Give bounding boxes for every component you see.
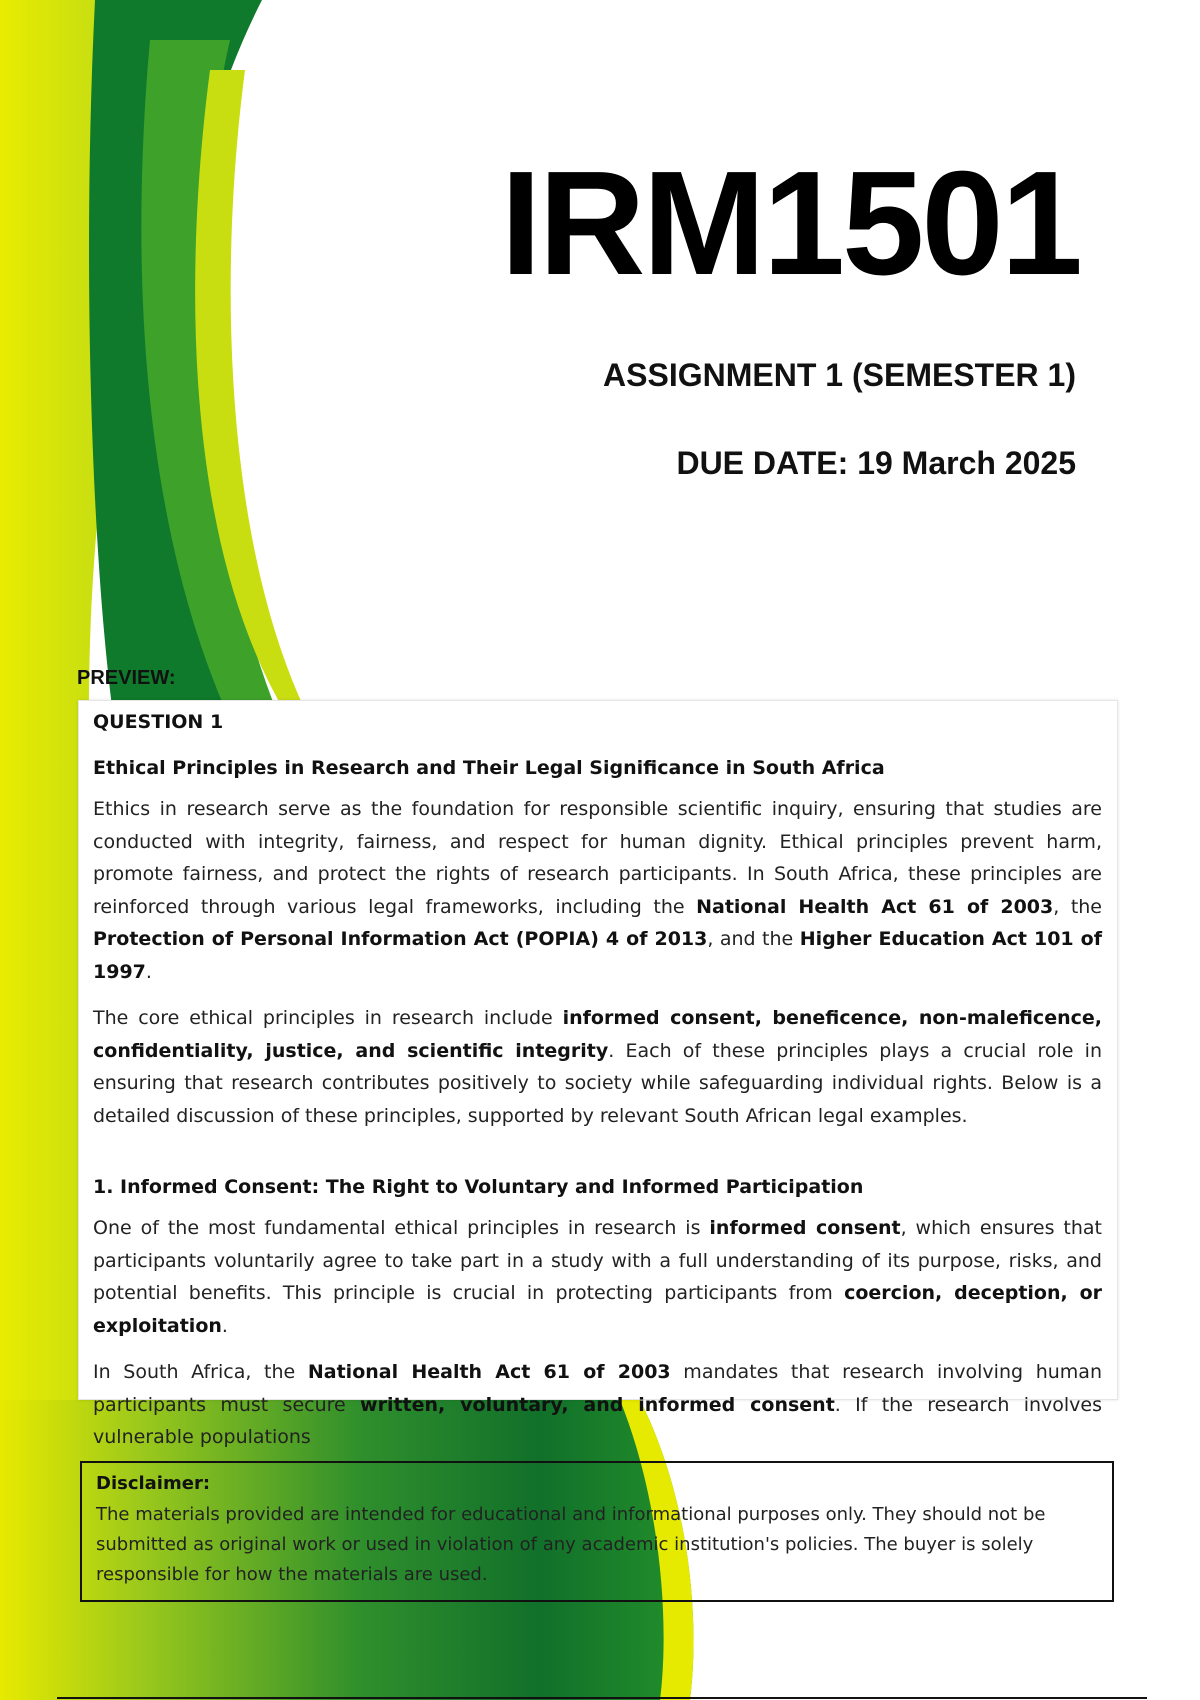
- paragraph-national-health-act: In South Africa, the National Health Act 61 of 2003 mandates that research involving human participants must secure written, voluntary, and informed consent. If the research involves vulnerable populations: [93, 1361, 1102, 1448]
- paragraph-informed-consent: One of the most fundamental ethical principles in research is informed consent, which ensures that participants voluntarily agree to take part in a study with a full understanding of its purpose, risks, and potential benefits. This principle is crucial in protecting participants from coercion, deception, or exploitation.: [93, 1217, 1103, 1337]
- footer-divider: [57, 1697, 1147, 1699]
- assignment-subtitle: ASSIGNMENT 1 (SEMESTER 1): [603, 357, 1076, 393]
- disclaimer-title: Disclaimer:: [96, 1473, 211, 1494]
- course-code-title: IRM1501: [500, 141, 1080, 306]
- question-heading: QUESTION 1: [93, 711, 224, 733]
- paragraph-intro: Ethics in research serve as the foundation for responsible scientific inquiry, ensuring that studies are conducted with integrity, fairness, and respect for human dignity. Ethical principles prevent harm, promote fairness, and protect the rights of research participants. In South Africa, these principles are reinforced through various legal frameworks, including the National Health Act 61 of 2003, the Protection of Personal Information Act (POPIA) 4 of 2013, and the Higher Education Act 101 of 1997.: [93, 798, 1102, 983]
- paragraph-core-principles: The core ethical principles in research include informed consent, beneficence, non-maleficence, confidentiality, justice, and scientific integrity. Each of these principles plays a crucial role in ensuring that research contributes positively to society while safeguarding individual rights. Below is a detailed discussion of these principles, supported by relevant South African legal examples.: [93, 1007, 1102, 1127]
- preview-label: PREVIEW:: [77, 667, 176, 689]
- informed-consent-heading: 1. Informed Consent: The Right to Voluntary and Informed Participation: [93, 1176, 864, 1198]
- due-date: DUE DATE: 19 March 2025: [676, 445, 1076, 481]
- section-heading: Ethical Principles in Research and Their Legal Significance in South Africa: [93, 757, 885, 779]
- disclaimer-text: The materials provided are intended for educational and informational purposes only. They should not be submitted as original work or used in violation of any academic institution's policies. The buyer is solely responsible for how the materials are used.: [96, 1504, 1046, 1585]
- document-preview: [78, 700, 1118, 1448]
- disclaimer-box: [80, 1461, 1114, 1602]
